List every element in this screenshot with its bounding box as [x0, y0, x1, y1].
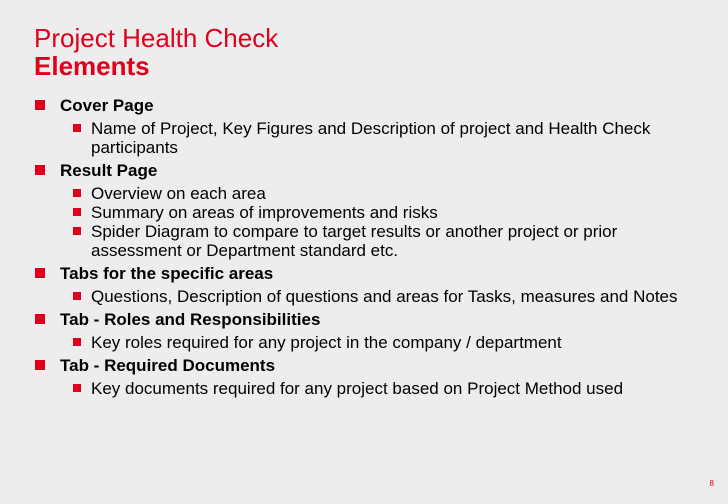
list-item-text: Questions, Description of questions and areas for Tasks, measures and Notes	[91, 287, 678, 306]
section-heading: Tab - Required Documents	[60, 356, 276, 375]
list-item	[34, 184, 714, 203]
small-square-bullet-icon	[73, 292, 81, 300]
small-square-bullet-icon	[73, 124, 81, 132]
square-bullet-icon	[35, 165, 45, 175]
list-item	[34, 379, 714, 398]
list-item-text: Name of Project, Key Figures and Description of project and Health Check participants	[91, 119, 651, 157]
title-line-1: Project Health Check	[34, 23, 279, 53]
list-item	[34, 119, 714, 157]
section-roles-responsibilities	[34, 309, 714, 330]
list-item	[34, 333, 714, 352]
list-item-text: Key documents required for any project based on Project Method used	[91, 379, 624, 398]
list-item-text: Overview on each area	[91, 184, 266, 203]
small-square-bullet-icon	[73, 208, 81, 216]
slide-title	[34, 24, 278, 80]
list-item	[34, 222, 714, 260]
small-square-bullet-icon	[73, 338, 81, 346]
square-bullet-icon	[35, 100, 45, 110]
section-result-page	[34, 160, 714, 181]
bullet-list	[34, 95, 714, 398]
section-heading: Tabs for the specific areas	[60, 264, 274, 283]
section-cover-page	[34, 95, 714, 116]
section-heading: Cover Page	[60, 96, 154, 115]
title-line-2: Elements	[34, 51, 150, 81]
square-bullet-icon	[35, 360, 45, 370]
page-number: 8	[709, 479, 714, 488]
small-square-bullet-icon	[73, 189, 81, 197]
section-tabs-specific-areas	[34, 263, 714, 284]
section-required-documents	[34, 355, 714, 376]
list-item-text: Spider Diagram to compare to target results or another project or prior assessment or Department standard etc.	[91, 222, 618, 260]
list-item-text: Summary on areas of improvements and risks	[91, 203, 438, 222]
section-heading: Result Page	[60, 161, 158, 180]
section-heading: Tab - Roles and Responsibilities	[60, 310, 321, 329]
small-square-bullet-icon	[73, 384, 81, 392]
small-square-bullet-icon	[73, 227, 81, 235]
list-item	[34, 203, 714, 222]
square-bullet-icon	[35, 314, 45, 324]
square-bullet-icon	[35, 268, 45, 278]
list-item	[34, 287, 714, 306]
list-item-text: Key roles required for any project in the company / department	[91, 333, 562, 352]
